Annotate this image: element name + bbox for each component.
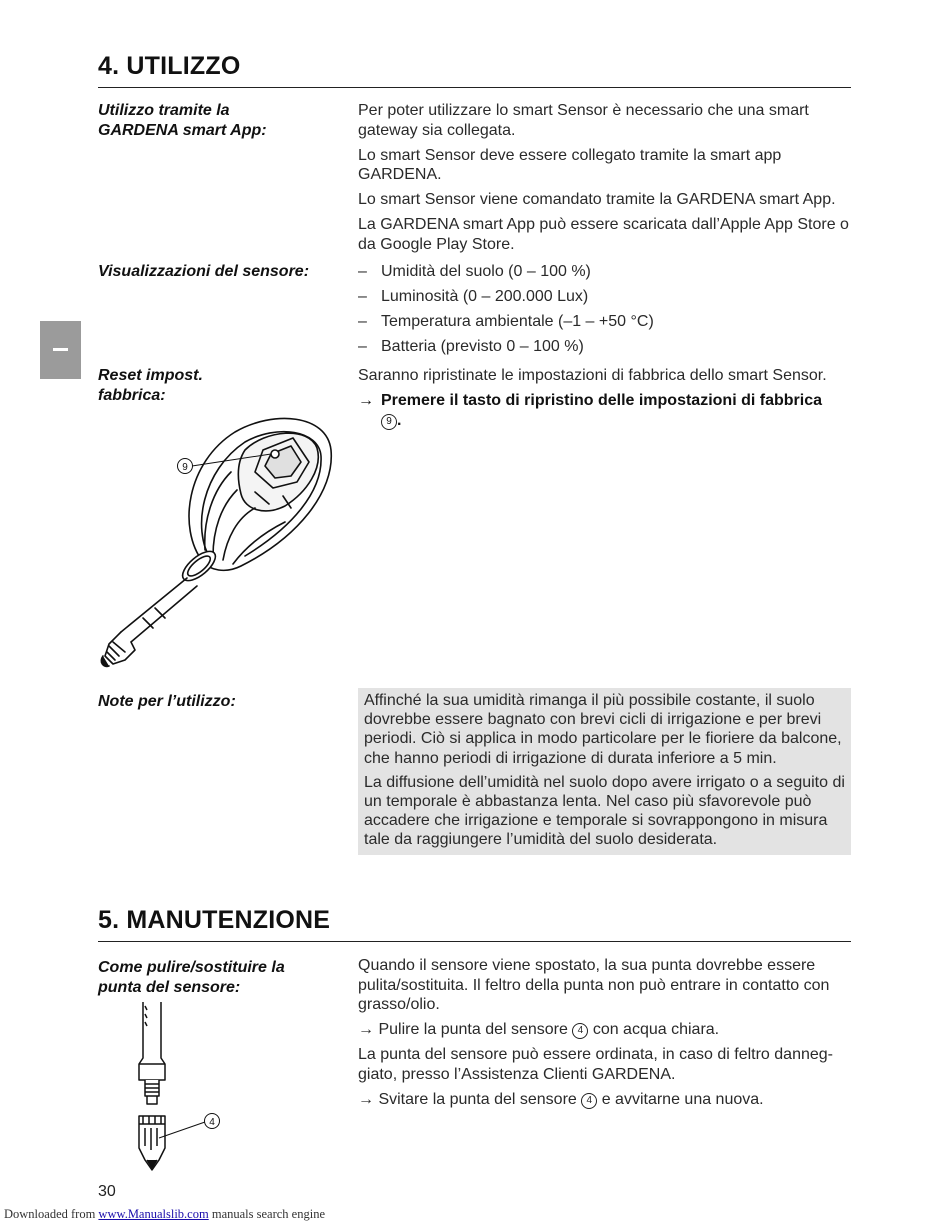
paragraph: La GARDENA smart App può essere scaricata dall’Apple App Store o da Google Play Store. xyxy=(358,216,849,253)
label-usage-notes: Note per l’utilizzo: xyxy=(98,693,236,710)
paragraph: Per poter utilizzare lo smart Sensor è necessario che una smart gateway sia collegata. xyxy=(358,102,809,139)
list-item: – Umidità del suolo (0 – 100 %) xyxy=(358,263,591,280)
label-sensor-display: Visualizzazioni del sensore: xyxy=(98,263,310,280)
factory-reset-text xyxy=(358,366,838,430)
sensor-tip-illustration xyxy=(125,1000,230,1180)
paragraph: La diffusione dell’umidità nel suolo dopo avere irrigato o a seguito di un temporale è abbastanza lenta. Nel caso più sfavorevole può accadere che irrigazione e temporale si sovrappongono in misura tale da raggiungere l’umidità del suolo desiderata. xyxy=(364,773,845,849)
instruction-step: → Premere il tasto di ripristino delle impostazioni di fabbrica 9 . xyxy=(358,392,822,429)
figure-callout-9: 9 xyxy=(182,462,188,473)
smart-app-text xyxy=(358,101,853,260)
instruction-step: → Pulire la punta del sensore 4 con acqua chiara. xyxy=(358,1021,720,1038)
sensor-display-list xyxy=(358,262,853,362)
download-footer: Downloaded from www.Manualslib.com manuals search engine xyxy=(4,1207,325,1221)
label-smart-app: Utilizzo tramite la GARDENA smart App: xyxy=(98,102,267,139)
clean-tip-text xyxy=(358,956,848,1115)
dash-icon xyxy=(53,348,68,351)
paragraph: Quando il sensore viene spostato, la sua punta dovrebbe essere pulita/sostituita. Il feltro della punta non può entrare in contatto con grasso/olio. xyxy=(358,957,830,1013)
arrow-icon: → xyxy=(358,392,374,409)
paragraph: La punta del sensore può essere ordinata, in caso di feltro danneg-giato, presso l’Assistenza Clienti GARDENA. xyxy=(358,1046,833,1083)
section-rule xyxy=(98,87,851,88)
section-title-utilizzo: 4. UTILIZZO xyxy=(98,52,241,80)
arrow-icon: → xyxy=(358,1090,374,1108)
list-item: – Temperatura ambientale (–1 – +50 °C) xyxy=(358,313,654,330)
paragraph: Lo smart Sensor viene comandato tramite la GARDENA smart App. xyxy=(358,191,836,208)
reference-number: 4 xyxy=(581,1093,597,1109)
label-clean-tip: Come pulire/sostituire la punta del sensore: xyxy=(98,959,285,996)
paragraph: Saranno ripristinate le impostazioni di fabbrica dello smart Sensor. xyxy=(358,367,827,384)
instruction-step: → Svitare la punta del sensore 4 e avvitarne una nuova. xyxy=(358,1090,764,1108)
reference-number: 4 xyxy=(572,1023,588,1039)
sensor-illustration xyxy=(95,410,340,675)
figure-callout-4: 4 xyxy=(209,1117,215,1128)
paragraph: Lo smart Sensor deve essere collegato tramite la smart app GARDENA. xyxy=(358,146,782,183)
manualslib-link[interactable]: www.Manualslib.com xyxy=(98,1207,209,1221)
arrow-icon: → xyxy=(358,1021,374,1038)
section-title-manutenzione: 5. MANUTENZIONE xyxy=(98,906,331,934)
list-item: – Luminosità (0 – 200.000 Lux) xyxy=(358,288,589,305)
list-item: – Batteria (previsto 0 – 100 %) xyxy=(358,338,584,355)
paragraph: Affinché la sua umidità rimanga il più possibile costante, il suolo dovrebbe essere bagnato con brevi cicli di irrigazione e per brevi periodi. Ciò si applica in modo particolare per le fioriere da balcone, che hanno periodi di irrigazione di durata inferiore a 5 min. xyxy=(364,692,842,767)
section-rule xyxy=(98,941,851,942)
label-factory-reset: Reset impost. fabbrica: xyxy=(98,367,203,404)
language-tab xyxy=(40,321,81,379)
usage-notes-box xyxy=(358,688,851,855)
page-number: 30 xyxy=(98,1183,116,1200)
reference-number: 9 xyxy=(381,414,397,430)
